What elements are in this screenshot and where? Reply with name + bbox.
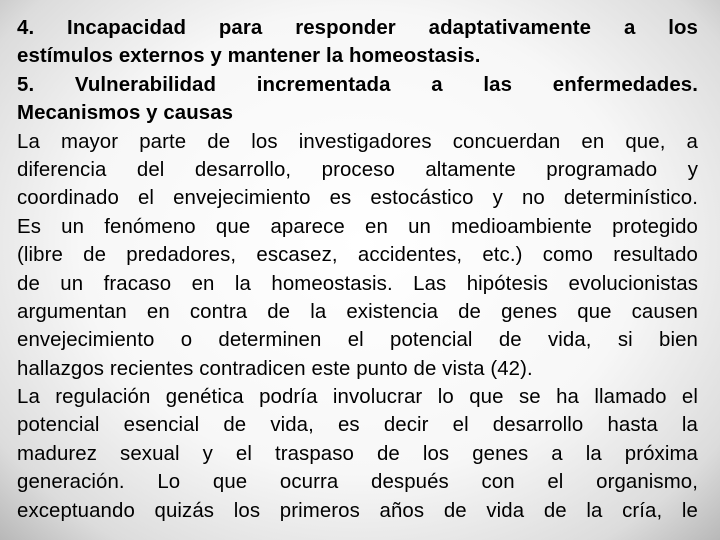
paragraph-line: madurez sexual y el traspaso de los genes a la próxima	[17, 442, 698, 465]
paragraph-line: La regulación genética podría involucrar lo que se ha llamado el	[17, 386, 698, 409]
paragraph-line: hallazgos recientes contradicen este punto de vista (42).	[17, 357, 533, 380]
paragraph-line: generación. Lo que ocurra después con el organismo,	[17, 471, 698, 494]
paragraph-line: exceptuando quizás los primeros años de vida de la cría, le	[17, 499, 698, 522]
paragraph-line: diferencia del desarrollo, proceso altamente programado y	[17, 158, 698, 181]
heading-line: 5. Vulnerabilidad incrementada a las enfermedades.	[17, 73, 698, 96]
paragraph-line: argumentan en contra de la existencia de genes que causen	[17, 300, 698, 323]
paragraph-line: Es un fenómeno que aparece en un medioambiente protegido	[17, 215, 698, 238]
paragraph-line: La mayor parte de los investigadores concuerdan en que, a	[17, 130, 698, 153]
paragraph-line: de un fracaso en la homeostasis. Las hipótesis evolucionistas	[17, 272, 698, 295]
heading-line: estímulos externos y mantener la homeostasis.	[17, 45, 481, 68]
paragraph-line: envejecimiento o determinen el potencial de vida, si bien	[17, 329, 698, 352]
paragraph-line: (libre de predadores, escasez, accidentes, etc.) como resultado	[17, 244, 698, 267]
heading-line: Mecanismos y causas	[17, 102, 234, 125]
heading-line: 4. Incapacidad para responder adaptativamente a los	[17, 17, 698, 39]
paragraph-line: potencial esencial de vida, es decir el desarrollo hasta la	[17, 414, 698, 437]
paragraph-line: coordinado el envejecimiento es estocástico y no determinístico.	[17, 187, 698, 210]
slide-text-body	[17, 14, 698, 525]
